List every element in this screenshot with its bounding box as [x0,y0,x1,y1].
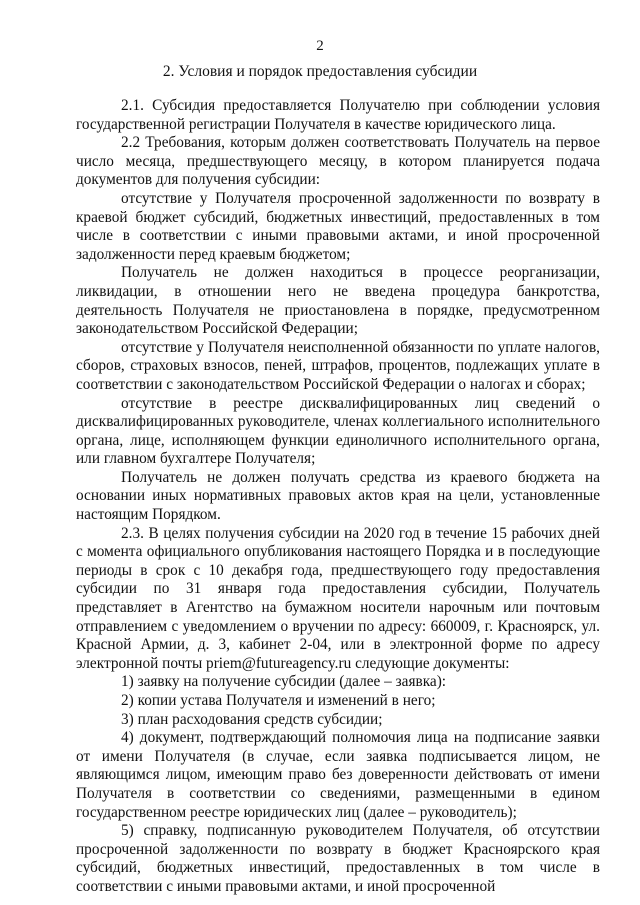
page-number: 2 [316,38,324,54]
paragraph: 2) копии устава Получателя и изменений в него; [121,692,436,709]
paragraph: 4) документ, подтверждающий полномочия лица на подписание заявки от имени Получателя (в случае, если заявка подписывается лицом, не являющимся лицом, имеющим право без доверенности действовать от имени Получателя в соответствии со сведениями, размещенными в едином государственном реестре юридических лиц (далее – руководитель); [76,729,600,821]
paragraph: 1) заявку на получение субсидии (далее – заявка): [121,673,447,691]
document-body [76,97,600,897]
paragraph: отсутствие у Получателя просроченной задолженности по возврату в краевой бюджет субсидий, бюджетных инвестиций, предоставленных в том числе в соответствии с иными правовыми актами, и иной просроченной задолженности перед краевым бюджетом; [76,189,600,263]
paragraph: 2.2 Требования, которым должен соответствовать Получатель на первое число месяца, предшествующего месяцу, в котором планируется подача документов для получения субсидии: [76,134,600,189]
paragraph: 5) справку, подписанную руководителем Получателя, об отсутствии просроченной задолженности по возврату в бюджет Красноярского края субсидий, бюджетных инвестиций, предоставленных в том числе в соответствии с иными правовыми актами, и иной просроченной [76,822,600,895]
paragraph: 2.3. В целях получения субсидии на 2020 год в течение 15 рабочих дней с момента официального опубликования настоящего Порядка и в последующие периоды в срок с 10 декабря года, предшествующего году предоставления субсидии по 31 января года предоставления субсидии, Получатель представляет в Агентство на бумажном носители нарочным или почтовым отправлением с уведомлением о вручении по адресу: 660009, г. Красноярск, ул. Красной Армии, д. 3, кабинет 2-04, или в электронной форме по адресу электронной почты priem@futureagency.ru следующие документы: [76,524,600,672]
paragraph: Получатель не должен находиться в процессе реорганизации, ликвидации, в отношении него не введена процедура банкротства, деятельность Получателя не приостановлена в порядке, предусмотренном законодательством Российской Федерации; [76,264,600,338]
paragraph: отсутствие в реестре дисквалифицированных лиц сведений о дисквалифицированных руководителе, членах коллегиального исполнительного органа, лице, исполняющем функции единоличного исполнительного органа, или главном бухгалтере Получателя; [76,394,600,468]
paragraph: 3) план расходования средств субсидии; [121,710,383,728]
paragraph: Получатель не должен получать средства из краевого бюджета на основании иных нормативных правовых актов края на цели, установленные настоящим Порядком. [76,468,600,524]
paragraph: отсутствие у Получателя неисполненной обязанности по уплате налогов, сборов, страховых взносов, пеней, штрафов, процентов, подлежащих уплате в соответствии с законодательством Российской Федерации о налогах и сборах; [76,338,600,393]
section-heading: 2. Условия и порядок предоставления субсидии [162,63,478,80]
paragraph: 2.1. Субсидия предоставляется Получателю при соблюдении условия государственной регистрации Получателя в качестве юридического лица. [76,97,600,133]
